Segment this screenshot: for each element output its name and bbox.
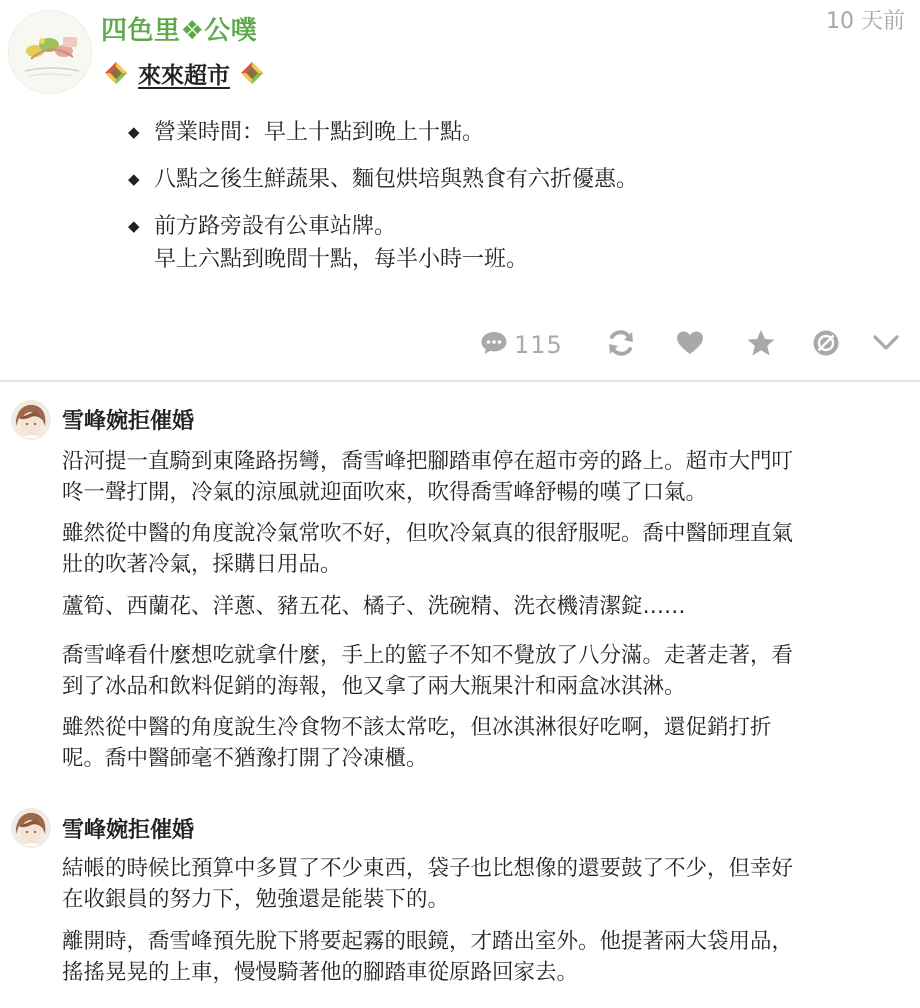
post-bullet-list <box>128 116 888 290</box>
text-line: 搖搖晃晃的上車，慢慢騎著他的腳踏車從原路回家去。 <box>62 960 579 985</box>
author-name[interactable]: 四色里❖公噗 <box>101 16 258 46</box>
bullet-text: 早上六點到晚間十點，每半小時一班。 <box>154 247 529 272</box>
text-line: 呢。喬中醫師毫不猶豫打開了冷凍櫃。 <box>62 746 428 771</box>
bullet-diamond-icon: ◆ <box>128 123 140 141</box>
chevron-down-icon <box>872 334 900 356</box>
store-name: 來來超市 <box>138 62 230 89</box>
response-paragraph <box>62 518 892 580</box>
bullet-diamond-icon: ◆ <box>128 217 140 235</box>
mute-button[interactable] <box>812 329 840 361</box>
avatar-illustration <box>9 11 92 94</box>
bullet-item <box>128 116 888 149</box>
response-paragraph <box>62 712 892 774</box>
like-button[interactable] <box>676 330 704 360</box>
response-paragraph <box>62 591 892 622</box>
text-line: 到了冰品和飲料促銷的海報，他又拿了兩大瓶果汁和兩盒冰淇淋。 <box>62 674 686 699</box>
post-divider <box>0 380 920 382</box>
speech-bubble-icon <box>480 330 508 360</box>
more-options-button[interactable] <box>872 334 900 356</box>
text-line: 雖然從中醫的角度說生冷食物不該太常吃，但冰淇淋很好吃啊，還促銷打折 <box>62 715 772 740</box>
avatar-portrait <box>11 808 51 848</box>
replurk-icon <box>606 329 636 361</box>
response-paragraph <box>62 853 892 915</box>
diamond-icon <box>104 61 128 85</box>
text-line: 沿河提一直騎到東隆路拐彎，喬雪峰把腳踏車停在超市旁的路上。超市大門叮 <box>62 449 794 474</box>
bullet-diamond-icon: ◆ <box>128 170 140 188</box>
bullet-item <box>128 163 888 196</box>
bullet-text: 八點之後生鮮蔬果、麵包烘培與熟食有六折優惠。 <box>154 167 639 192</box>
responder-name[interactable]: 雪峰婉拒催婚 <box>62 818 195 843</box>
author-avatar[interactable] <box>8 10 92 94</box>
bullet-item <box>128 210 888 276</box>
post-subtitle <box>104 56 264 90</box>
post-action-bar <box>480 326 900 364</box>
response-paragraph <box>62 926 892 988</box>
text-line: 在收銀員的努力下，勉強還是能裝下的。 <box>62 887 450 912</box>
heart-icon <box>676 330 704 360</box>
text-line: 壯的吹著冷氣，採購日用品。 <box>62 552 342 577</box>
response-paragraph <box>62 446 892 508</box>
responder-name[interactable]: 雪峰婉拒催婚 <box>62 409 195 434</box>
response-count: 115 <box>514 331 563 359</box>
star-icon <box>746 329 776 361</box>
text-line: 雖然從中醫的角度說冷氣常吹不好，但吹冷氣真的很舒服呢。喬中醫師理直氣 <box>62 521 794 546</box>
diamond-icon <box>240 61 264 85</box>
responses-button[interactable] <box>480 330 590 360</box>
avatar-portrait <box>11 400 51 440</box>
responder-avatar[interactable] <box>11 400 51 440</box>
text-line: 離開時，喬雪峰預先脫下將要起霧的眼鏡，才踏出室外。他提著兩大袋用品， <box>62 929 794 954</box>
favorite-button[interactable] <box>746 329 776 361</box>
mute-icon <box>812 329 840 361</box>
response-paragraph <box>62 640 892 702</box>
responder-avatar[interactable] <box>11 808 51 848</box>
replurk-button[interactable] <box>606 329 636 361</box>
text-line: 結帳的時候比預算中多買了不少東西，袋子也比想像的還要鼓了不少，但幸好 <box>62 856 794 881</box>
text-line: 蘆筍、西蘭花、洋蔥、豬五花、橘子、洗碗精、洗衣機清潔錠…… <box>62 594 686 619</box>
bullet-text: 前方路旁設有公車站牌。 <box>154 214 397 239</box>
post-timestamp: 10 天前 <box>826 9 905 34</box>
main-post <box>0 0 920 382</box>
text-line: 喬雪峰看什麼想吃就拿什麼，手上的籃子不知不覺放了八分滿。走著走著，看 <box>62 643 794 668</box>
bullet-text: 營業時間：早上十點到晚上十點。 <box>154 120 485 145</box>
text-line: 咚一聲打開，冷氣的涼風就迎面吹來，吹得喬雪峰舒暢的嘆了口氣。 <box>62 480 708 505</box>
